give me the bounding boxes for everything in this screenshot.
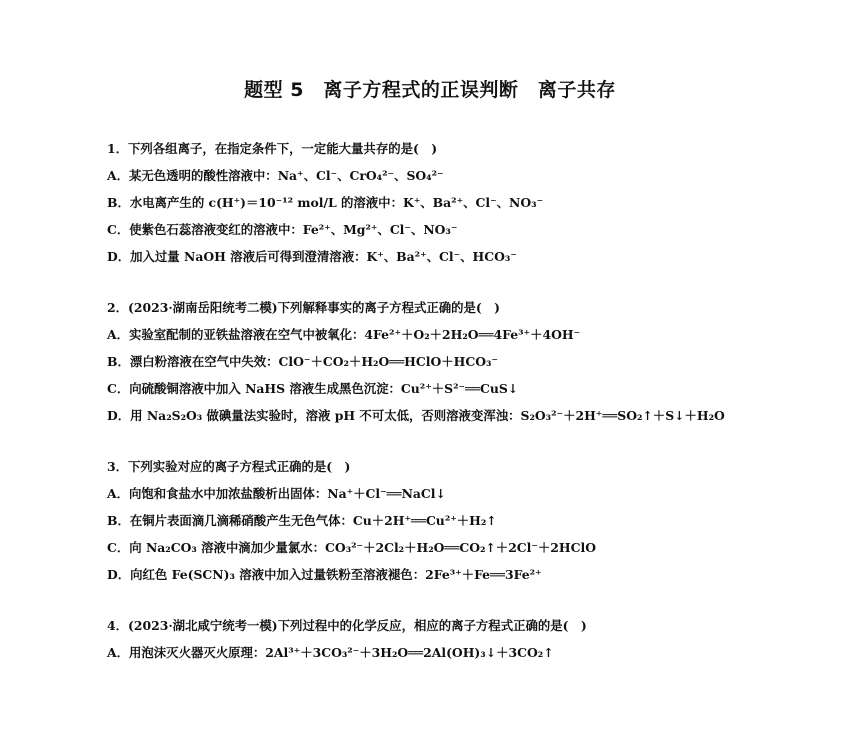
question-1-option-b: B．水电离产生的 c(H⁺)＝10⁻¹² mol/L 的溶液中：K⁺、Ba²⁺、Cl⁻、NO₃⁻ bbox=[107, 195, 544, 210]
question-1-stem: 1．下列各组离子，在指定条件下，一定能大量共存的是( ) bbox=[107, 141, 438, 156]
question-1-option-a: A．某无色透明的酸性溶液中：Na⁺、Cl⁻、CrO₄²⁻、SO₄²⁻ bbox=[107, 168, 444, 183]
question-1-option-c: C．使紫色石蕊溶液变红的溶液中：Fe²⁺、Mg²⁺、Cl⁻、NO₃⁻ bbox=[107, 222, 458, 237]
question-4-stem: 4．(2023·湖北咸宁统考一模)下列过程中的化学反应，相应的离子方程式正确的是( ) bbox=[107, 618, 587, 633]
question-3-option-c: C．向 Na₂CO₃ 溶液中滴加少量氯水：CO₃²⁻＋2Cl₂＋H₂O══CO₂↑＋2Cl⁻＋2HClO bbox=[107, 540, 597, 555]
question-3-option-a: A．向饱和食盐水中加浓盐酸析出固体：Na⁺＋Cl⁻══NaCl↓ bbox=[107, 486, 446, 501]
question-2-option-b: B．漂白粉溶液在空气中失效：ClO⁻＋CO₂＋H₂O══HClO＋HCO₃⁻ bbox=[107, 354, 498, 369]
question-2-stem: 2．(2023·湖南岳阳统考二模)下列解释事实的离子方程式正确的是( ) bbox=[107, 300, 501, 315]
question-3-option-d: D．向红色 Fe(SCN)₃ 溶液中加入过量铁粉至溶液褪色：2Fe³⁺＋Fe══3Fe²⁺ bbox=[107, 567, 542, 582]
question-1-option-d: D．加入过量 NaOH 溶液后可得到澄清溶液：K⁺、Ba²⁺、Cl⁻、HCO₃⁻ bbox=[107, 249, 517, 264]
question-2-option-a: A．实验室配制的亚铁盐溶液在空气中被氧化：4Fe²⁺＋O₂＋2H₂O══4Fe³⁺＋4OH⁻ bbox=[107, 327, 581, 342]
question-3-stem: 3．下列实验对应的离子方程式正确的是( ) bbox=[107, 459, 351, 474]
question-2-option-d: D．用 Na₂S₂O₃ 做碘量法实验时，溶液 pH 不可太低，否则溶液变浑浊：S₂O₃²⁻＋2H⁺══SO₂↑＋S↓＋H₂O bbox=[107, 408, 725, 423]
question-2-option-c: C．向硫酸铜溶液中加入 NaHS 溶液生成黑色沉淀：Cu²⁺＋S²⁻══CuS↓ bbox=[107, 381, 519, 396]
question-3-option-b: B．在铜片表面滴几滴稀硝酸产生无色气体：Cu＋2H⁺══Cu²⁺＋H₂↑ bbox=[107, 513, 497, 528]
page-title: 题型 5 离子方程式的正误判断 离子共存 bbox=[244, 79, 616, 101]
question-4-option-a: A．用泡沫灭火器灭火原理：2Al³⁺＋3CO₃²⁻＋3H₂O══2Al(OH)₃↓＋3CO₂↑ bbox=[107, 645, 554, 660]
